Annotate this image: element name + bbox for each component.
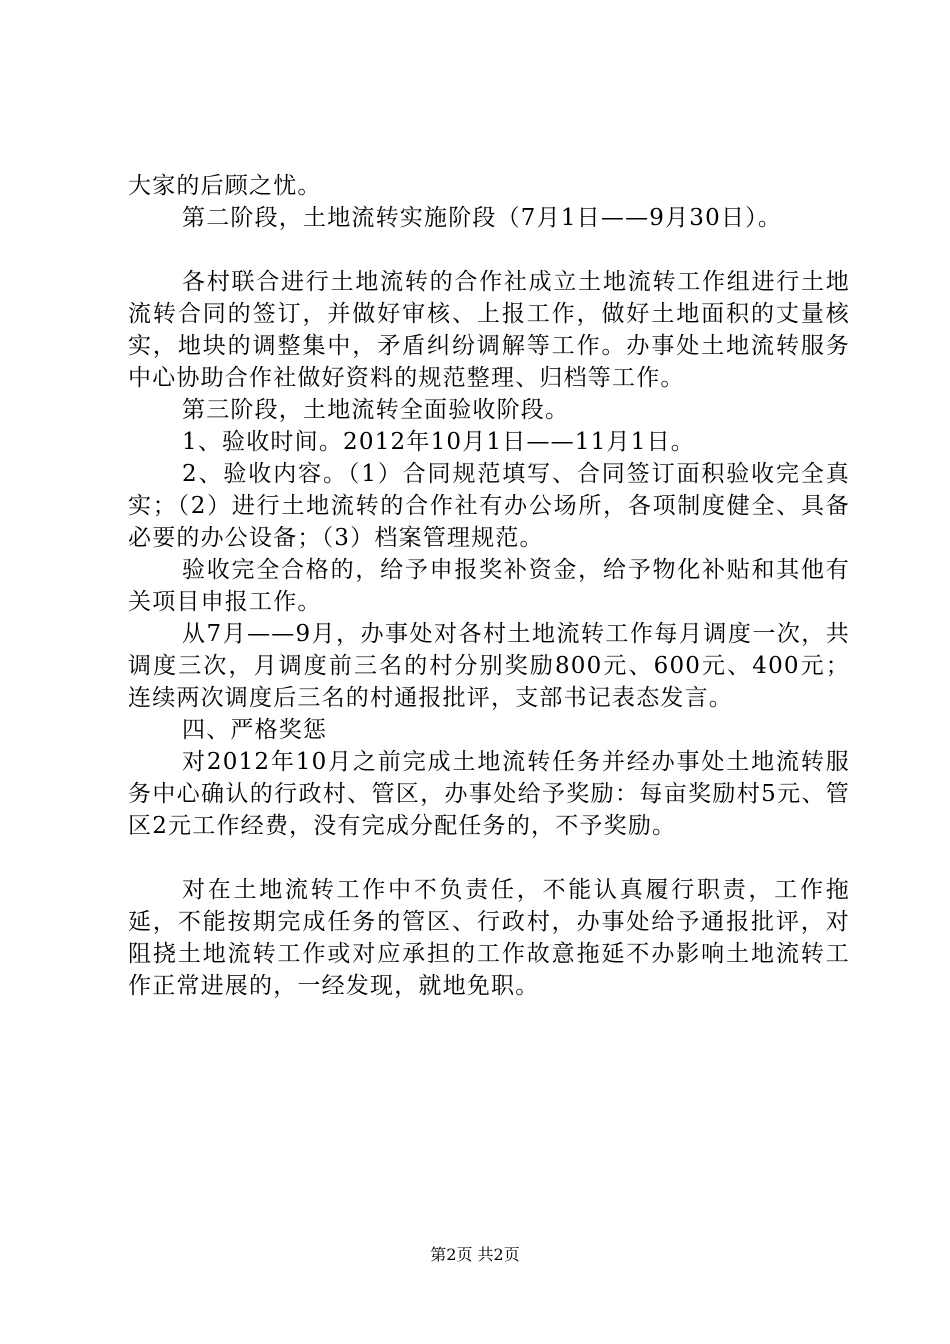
paragraph-penalties: 对在土地流转工作中不负责任，不能认真履行职责，工作拖延，不能按期完成任务的管区、行政村，办事处给予通报批评，对阻挠土地流转工作或对应承担的工作故意拖延不办影响土地流转工作正常进展的，一经发现，就地免职。 [128, 877, 850, 999]
paragraph-acceptance-time: 1、验收时间。2012年10月1日——11月1日。 [182, 429, 695, 455]
paragraph-stage-two: 第二阶段，土地流转实施阶段（7月1日——9月30日）。 [182, 205, 783, 231]
paragraph-acceptance-content: 2、验收内容。（1）合同规范填写、合同签订面积验收完全真实；（2）进行土地流转的合作社有办公场所，各项制度健全、具备必要的办公设备；（3）档案管理规范。 [128, 461, 850, 551]
paragraph-acceptance-result: 验收完全合格的，给予申报奖补资金，给予物化补贴和其他有关项目申报工作。 [128, 557, 850, 615]
section-heading-rewards: 四、严格奖惩 [182, 717, 328, 743]
paragraph-gap [128, 842, 850, 874]
paragraph-stage-two-details: 各村联合进行土地流转的合作社成立土地流转工作组进行土地流转合同的签订，并做好审核、上报工作，做好土地面积的丈量核实，地块的调整集中，矛盾纠纷调解等工作。办事处土地流转服务中心协助合作社做好资料的规范整理、归档等工作。 [128, 269, 850, 391]
page-footer: 第2页 共2页 [430, 1245, 520, 1264]
paragraph-continuation: 大家的后顾之忧。 [128, 173, 322, 199]
paragraph-rewards: 对2012年10月之前完成土地流转任务并经办事处土地流转服务中心确认的行政村、管区，办事处给予奖励：每亩奖励村5元、管区2元工作经费，没有完成分配任务的，不予奖励。 [128, 749, 850, 839]
paragraph-gap [128, 234, 850, 266]
paragraph-monthly-dispatch: 从7月——9月，办事处对各村土地流转工作每月调度一次，共调度三次，月调度前三名的村分别奖励800元、600元、400元；连续两次调度后三名的村通报批评，支部书记表态发言。 [128, 621, 850, 711]
document-body [128, 170, 850, 1002]
paragraph-stage-three: 第三阶段，土地流转全面验收阶段。 [182, 397, 570, 423]
